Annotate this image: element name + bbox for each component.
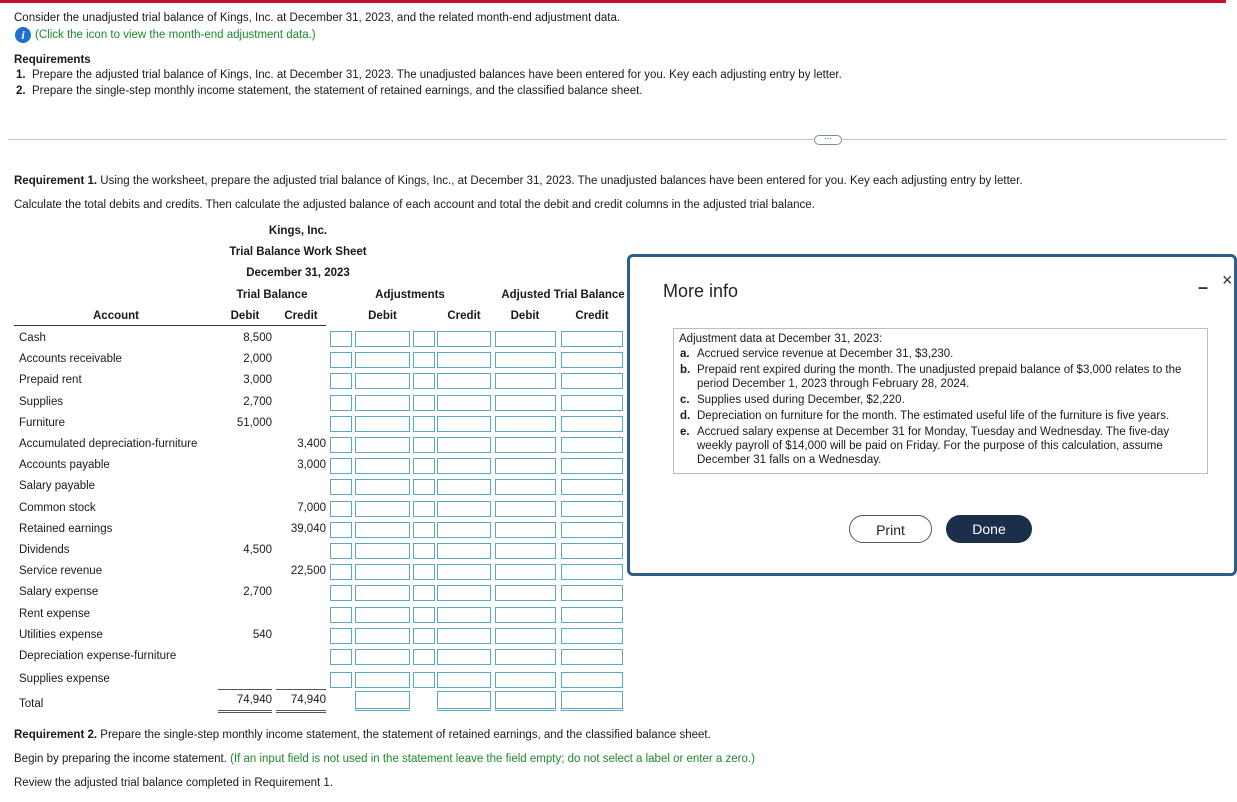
adj-debit-letter-input[interactable]	[330, 649, 352, 665]
adj-credit-amount-input[interactable]	[437, 672, 491, 688]
adj-debit-amount-input[interactable]	[355, 522, 410, 538]
atb-credit-input[interactable]	[561, 479, 623, 495]
requirement-1-body: Using the worksheet, prepare the adjusted trial balance of Kings, Inc., at December 31, 2023. The unadjusted balances have been entered for you. Key each adjusting entry by letter.	[97, 175, 1023, 187]
more-info-dialog	[627, 254, 1237, 576]
tb-credit-double-rule	[276, 710, 326, 713]
atb-credit-input[interactable]	[561, 543, 623, 559]
atb-debit-input[interactable]	[495, 352, 556, 368]
atb-credit-total-input[interactable]	[561, 691, 623, 711]
minimize-icon[interactable]: –	[1198, 277, 1209, 297]
adj-debit-amount-input[interactable]	[355, 395, 410, 411]
adj-credit-letter-input[interactable]	[413, 331, 435, 347]
tb-credit-value: 3,000	[297, 459, 326, 472]
requirement-2-body: Prepare the single-step monthly income statement, the statement of retained earnings, and the classified balance sheet.	[97, 729, 711, 741]
requirement-2-instruction-note: (If an input field is not used in the statement leave the field empty; do not select a label or enter a zero.)	[230, 753, 755, 765]
requirement-text: Prepare the single-step monthly income statement, the statement of retained earnings, and the classified balance sheet.	[31, 85, 643, 97]
adj-debit-letter-input[interactable]	[330, 607, 352, 623]
atb-credit-header: Credit	[575, 310, 609, 322]
worksheet-date: December 31, 2023	[246, 267, 350, 279]
adjustment-data-heading: Adjustment data at December 31, 2023:	[679, 333, 883, 345]
adj-credit-letter-input[interactable]	[413, 672, 435, 688]
adj-credit-letter-input[interactable]	[413, 395, 435, 411]
adj-credit-amount-input[interactable]	[437, 352, 491, 368]
total-label: Total	[19, 698, 44, 711]
atb-credit-input[interactable]	[561, 649, 623, 665]
account-column-header: Account	[93, 310, 139, 322]
section-divider	[8, 139, 1226, 140]
adj-debit-header: Debit	[368, 310, 397, 322]
worksheet-title: Trial Balance Work Sheet	[229, 246, 367, 258]
adjusted-trial-balance-header: Adjusted Trial Balance	[501, 289, 625, 301]
atb-credit-input[interactable]	[561, 437, 623, 453]
account-name: Salary expense	[19, 586, 99, 599]
print-button[interactable]: Print	[849, 515, 932, 543]
requirement-1-instructions: Calculate the total debits and credits. Then calculate the adjusted balance of each account and total the debit and credit columns in the adjusted trial balance.	[14, 199, 815, 211]
atb-credit-input[interactable]	[561, 416, 623, 432]
atb-debit-input[interactable]	[495, 649, 556, 665]
adj-credit-amount-input[interactable]	[437, 331, 491, 347]
atb-credit-input[interactable]	[561, 628, 623, 644]
requirement-2-instruction-main: Begin by preparing the income statement.	[14, 753, 231, 765]
adj-credit-amount-input[interactable]	[437, 522, 491, 538]
adj-debit-amount-input[interactable]	[355, 543, 410, 559]
adjustment-item-c: c. Supplies used during December, $2,220.	[680, 394, 905, 406]
tb-debit-value: 8,500	[243, 332, 272, 344]
account-name: Cash	[19, 332, 46, 344]
adj-credit-amount-input[interactable]	[437, 628, 491, 644]
adj-debit-letter-input[interactable]	[330, 585, 352, 601]
dialog-title: More info	[663, 281, 739, 301]
account-name: Dividends	[19, 544, 70, 556]
adj-debit-total-input[interactable]	[355, 691, 410, 711]
adj-debit-amount-input[interactable]	[355, 672, 410, 688]
adj-debit-letter-input[interactable]	[330, 395, 352, 411]
adj-credit-letter-input[interactable]	[413, 479, 435, 495]
atb-debit-input[interactable]	[495, 564, 556, 580]
info-icon[interactable]: i	[15, 27, 31, 43]
account-name: Retained earnings	[19, 522, 113, 535]
adj-credit-amount-input[interactable]	[437, 479, 491, 495]
adj-credit-amount-input[interactable]	[437, 373, 491, 389]
trial-balance-header: Trial Balance	[236, 289, 308, 301]
adj-debit-letter-input[interactable]	[330, 331, 352, 347]
requirement-2-text	[14, 729, 711, 741]
adj-debit-amount-input[interactable]	[355, 331, 410, 347]
adj-debit-amount-input[interactable]	[355, 564, 410, 580]
atb-credit-input[interactable]	[561, 373, 623, 389]
adjustment-item-b: b. Prepaid rent expired during the month. The unadjusted prepaid balance of $3,000 relates to the period December 1, 2023 through February 28, 2024.	[680, 364, 1182, 390]
atb-debit-input[interactable]	[495, 522, 556, 538]
atb-debit-total-input[interactable]	[495, 691, 556, 711]
atb-debit-input[interactable]	[495, 331, 556, 347]
atb-credit-input[interactable]	[561, 564, 623, 580]
account-name: Depreciation expense-furniture	[19, 650, 177, 662]
account-name: Accumulated depreciation-furniture	[19, 438, 198, 450]
adj-debit-letter-input[interactable]	[330, 416, 352, 432]
atb-debit-input[interactable]	[495, 458, 556, 474]
tb-debit-value: 4,500	[243, 544, 272, 556]
requirement-2-instructions	[14, 753, 755, 765]
adj-credit-total-input[interactable]	[437, 691, 491, 711]
adj-debit-letter-input[interactable]	[330, 628, 352, 644]
adj-debit-letter-input[interactable]	[330, 458, 352, 474]
adj-credit-letter-input[interactable]	[413, 501, 435, 517]
adj-debit-amount-input[interactable]	[355, 585, 410, 601]
atb-debit-input[interactable]	[495, 672, 556, 688]
atb-debit-input[interactable]	[495, 437, 556, 453]
adj-credit-amount-input[interactable]	[437, 585, 491, 601]
atb-debit-input[interactable]	[495, 501, 556, 517]
header-underline	[14, 325, 326, 326]
adj-debit-letter-input[interactable]	[330, 437, 352, 453]
adj-debit-amount-input[interactable]	[355, 437, 410, 453]
requirement-2-review: Review the adjusted trial balance completed in Requirement 1.	[14, 777, 333, 789]
atb-credit-input[interactable]	[561, 395, 623, 411]
adj-credit-letter-input[interactable]	[413, 585, 435, 601]
tb-credit-total-rule	[276, 689, 326, 690]
account-name: Accounts receivable	[19, 353, 122, 366]
adj-credit-amount-input[interactable]	[437, 543, 491, 559]
tb-debit-value: 51,000	[236, 416, 272, 429]
requirement-item-2	[16, 85, 642, 97]
requirement-number: 1.	[16, 69, 26, 81]
adj-credit-letter-input[interactable]	[413, 649, 435, 665]
adj-credit-amount-input[interactable]	[437, 501, 491, 517]
adj-debit-letter-input[interactable]	[330, 501, 352, 517]
atb-debit-input[interactable]	[495, 607, 556, 623]
atb-credit-input[interactable]	[561, 331, 623, 347]
adjustment-data-link[interactable]: (Click the icon to view the month-end adjustment data.)	[35, 29, 316, 41]
atb-credit-input[interactable]	[561, 522, 623, 538]
adjustment-item-a: a. Accrued service revenue at December 31, $3,230.	[680, 348, 954, 360]
account-name: Prepaid rent	[19, 374, 82, 387]
adj-credit-letter-input[interactable]	[413, 373, 435, 389]
adj-debit-letter-input[interactable]	[330, 352, 352, 368]
atb-debit-header: Debit	[510, 310, 540, 322]
account-name: Rent expense	[19, 607, 90, 620]
adj-debit-letter-input[interactable]	[330, 672, 352, 688]
adj-credit-amount-input[interactable]	[437, 607, 491, 623]
adj-debit-amount-input[interactable]	[355, 458, 410, 474]
requirement-1-label: Requirement 1.	[14, 175, 98, 187]
tb-debit-value: 2,000	[243, 353, 272, 366]
tb-credit-header: Credit	[284, 310, 318, 322]
tb-credit-value: 39,040	[290, 522, 326, 535]
adj-debit-amount-input[interactable]	[355, 416, 410, 432]
adj-credit-amount-input[interactable]	[437, 437, 491, 453]
atb-debit-input[interactable]	[495, 416, 556, 432]
requirement-text: Prepare the adjusted trial balance of Kings, Inc. at December 31, 2023. The unadjusted balances have been entered for you. Key each adjusting entry by letter.	[31, 69, 842, 81]
tb-credit-value: 22,500	[290, 565, 326, 578]
adj-credit-amount-input[interactable]	[437, 458, 491, 474]
adj-credit-letter-input[interactable]	[413, 522, 435, 538]
adj-debit-amount-input[interactable]	[355, 352, 410, 368]
atb-debit-input[interactable]	[495, 373, 556, 389]
adj-credit-amount-input[interactable]	[437, 395, 491, 411]
adj-debit-letter-input[interactable]	[330, 522, 352, 538]
tb-debit-value: 2,700	[243, 586, 272, 599]
atb-debit-input[interactable]	[495, 585, 556, 601]
adj-debit-amount-input[interactable]	[355, 649, 410, 665]
account-name: Supplies expense	[19, 673, 110, 686]
done-button[interactable]: Done	[946, 515, 1032, 543]
top-accent-bar	[0, 0, 1226, 3]
adj-debit-amount-input[interactable]	[355, 373, 410, 389]
account-name: Utilities expense	[19, 628, 103, 641]
tb-debit-value: 2,700	[243, 395, 272, 408]
adj-credit-letter-input[interactable]	[413, 564, 435, 580]
adj-debit-amount-input[interactable]	[355, 501, 410, 517]
expand-ellipsis-button[interactable]: ⋯	[814, 135, 842, 145]
atb-credit-input[interactable]	[561, 458, 623, 474]
adj-debit-letter-input[interactable]	[330, 373, 352, 389]
adj-debit-amount-input[interactable]	[355, 628, 410, 644]
requirement-number: 2.	[16, 85, 26, 97]
requirements-heading: Requirements	[14, 54, 91, 66]
adj-credit-header: Credit	[447, 310, 481, 322]
adj-debit-letter-input[interactable]	[330, 543, 352, 559]
intro-text: Consider the unadjusted trial balance of Kings, Inc. at December 31, 2023, and the related month-end adjustment data.	[14, 12, 621, 24]
adj-credit-letter-input[interactable]	[413, 416, 435, 432]
account-name: Common stock	[19, 501, 96, 514]
adj-credit-amount-input[interactable]	[437, 416, 491, 432]
account-name: Supplies	[19, 395, 64, 408]
account-name: Service revenue	[19, 565, 103, 578]
worksheet-company: Kings, Inc.	[268, 225, 328, 237]
atb-credit-input[interactable]	[561, 585, 623, 601]
adjustments-header: Adjustments	[375, 289, 445, 301]
adjustment-item-e: e. Accrued salary expense at December 31 for Monday, Tuesday and Wednesday. The five-day weekly payroll of $14,000 will be paid on Friday. For the purpose of this calculation, assume December 31 falls on a Wednesday.	[680, 426, 1170, 466]
adj-debit-amount-input[interactable]	[355, 479, 410, 495]
adj-credit-amount-input[interactable]	[437, 564, 491, 580]
adj-debit-letter-input[interactable]	[330, 564, 352, 580]
tb-debit-value: 3,000	[243, 374, 272, 387]
atb-debit-input[interactable]	[495, 543, 556, 559]
atb-debit-input[interactable]	[495, 395, 556, 411]
tb-debit-header: Debit	[230, 310, 260, 322]
atb-debit-input[interactable]	[495, 628, 556, 644]
adjustment-item-d: d. Depreciation on furniture for the month. The estimated useful life of the furniture is five years.	[680, 410, 1170, 422]
tb-debit-total-rule	[218, 689, 272, 690]
atb-credit-input[interactable]	[561, 672, 623, 688]
adj-credit-letter-input[interactable]	[413, 437, 435, 453]
adj-debit-letter-input[interactable]	[330, 479, 352, 495]
tb-debit-value: 540	[252, 628, 272, 641]
tb-credit-total: 74,940	[290, 694, 326, 707]
adjustment-data-panel	[673, 328, 1208, 474]
close-icon[interactable]: ×	[1222, 270, 1233, 290]
adj-credit-letter-input[interactable]	[413, 543, 435, 559]
adj-credit-letter-input[interactable]	[413, 458, 435, 474]
atb-debit-input[interactable]	[495, 479, 556, 495]
adj-credit-amount-input[interactable]	[437, 649, 491, 665]
requirement-2-label: Requirement 2.	[14, 729, 98, 741]
account-name: Salary payable	[19, 480, 96, 493]
atb-credit-input[interactable]	[561, 352, 623, 368]
tb-credit-value: 3,400	[297, 438, 326, 450]
adj-debit-amount-input[interactable]	[355, 607, 410, 623]
account-name: Furniture	[19, 416, 66, 429]
tb-debit-total: 74,940	[236, 694, 272, 707]
atb-credit-input[interactable]	[561, 607, 623, 623]
adj-credit-letter-input[interactable]	[413, 607, 435, 623]
adj-credit-letter-input[interactable]	[413, 628, 435, 644]
atb-credit-input[interactable]	[561, 501, 623, 517]
tb-credit-value: 7,000	[297, 501, 326, 514]
adj-credit-letter-input[interactable]	[413, 352, 435, 368]
requirement-1-text	[14, 175, 1023, 187]
account-name: Accounts payable	[19, 459, 110, 472]
tb-debit-double-rule	[218, 710, 272, 713]
requirement-item-1	[16, 69, 842, 81]
